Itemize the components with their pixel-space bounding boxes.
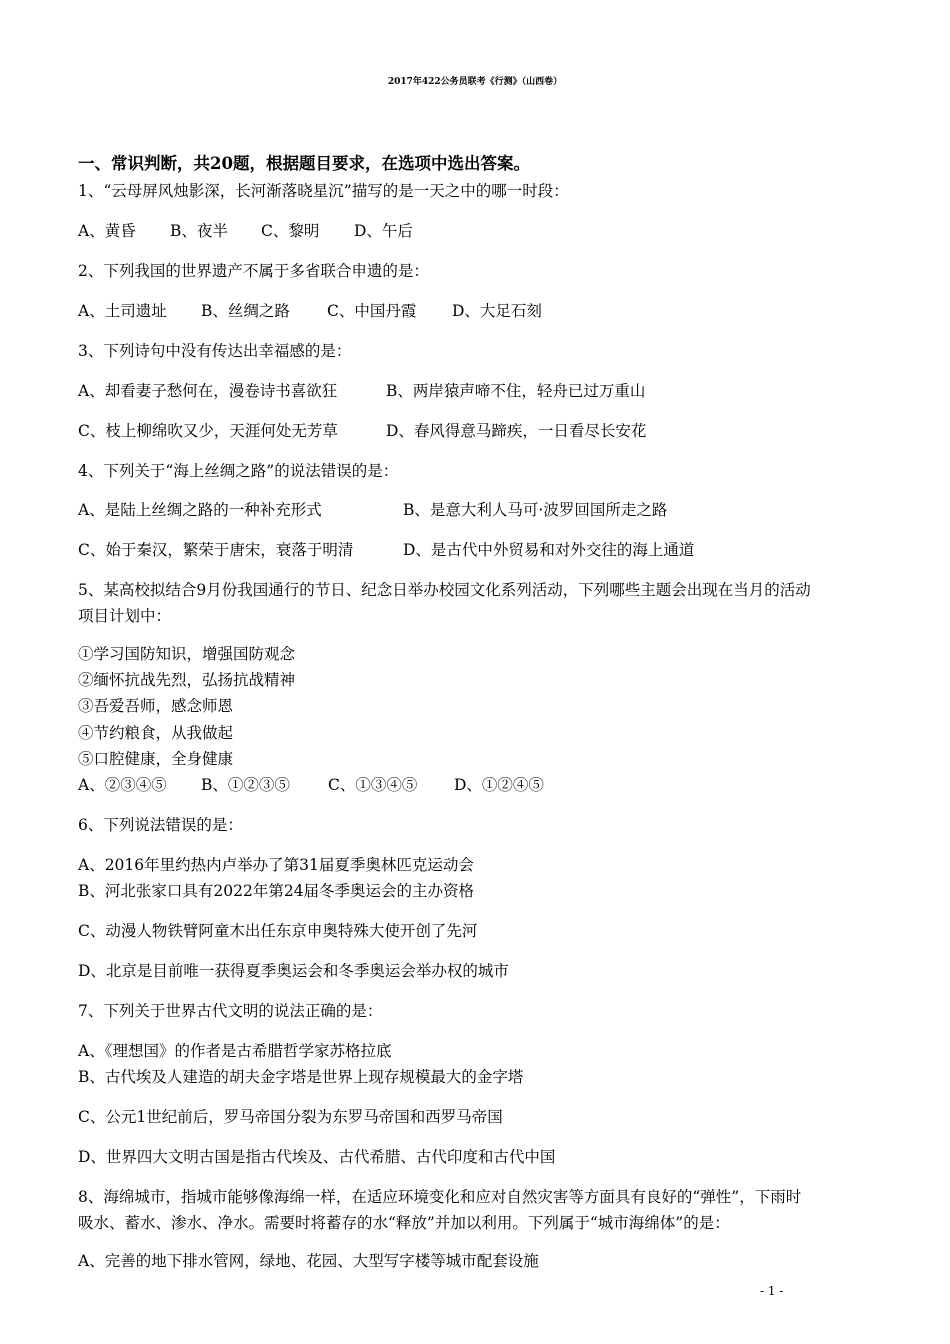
question-2-options — [78, 301, 542, 321]
question-8-stem-line1: 8、海绵城市，指城市能够像海绵一样，在适应环境变化和应对自然灾害等方面具有良好的“弹性”，下雨时 — [78, 1188, 802, 1206]
q4-option-d: D、是古代中外贸易和对外交往的海上通道 — [403, 541, 695, 559]
q5-option-b: B、①②③⑤ — [201, 776, 290, 794]
q8-option-a: A、完善的地下排水管网，绿地、花园、大型写字楼等城市配套设施 — [78, 1252, 539, 1270]
q1-option-d: D、午后 — [354, 222, 413, 240]
question-3-options-row1 — [78, 381, 645, 401]
q3-option-a: A、却看妻子愁何在，漫卷诗书喜欲狂 — [78, 382, 338, 400]
question-3-stem: 3、下列诗句中没有传达出幸福感的是： — [78, 342, 352, 360]
question-4-options-row2 — [78, 540, 694, 560]
question-5-stem-line2: 项目计划中： — [78, 607, 172, 625]
q4-option-b: B、是意大利人马可·波罗回国所走之路 — [403, 501, 668, 519]
q2-option-c: C、中国丹霞 — [327, 302, 417, 320]
question-1-options — [78, 221, 413, 241]
q7-option-d: D、世界四大文明古国是指古代埃及、古代希腊、古代印度和古代中国 — [78, 1148, 556, 1166]
q1-option-b: B、夜半 — [170, 222, 228, 240]
q2-option-b: B、丝绸之路 — [201, 302, 290, 320]
section-header: 一、常识判断，共20题，根据题目要求，在选项中选出答案。 — [78, 154, 530, 173]
q5-item-1: ①学习国防知识，增强国防观念 — [78, 645, 296, 663]
question-2-stem: 2、下列我国的世界遗产不属于多省联合申遗的是： — [78, 262, 429, 280]
q4-option-a: A、是陆上丝绸之路的一种补充形式 — [78, 501, 322, 519]
q4-option-c: C、始于秦汉，繁荣于唐宋，衰落于明清 — [78, 541, 354, 559]
q5-option-a: A、②③④⑤ — [78, 776, 167, 794]
q5-option-c: C、①③④⑤ — [328, 776, 418, 794]
q2-option-a: A、土司遗址 — [78, 302, 167, 320]
q3-option-b: B、两岸猿声啼不住，轻舟已过万重山 — [386, 382, 646, 400]
question-5-stem-line1: 5、某高校拟结合9月份我国通行的节日、纪念日举办校园文化系列活动，下列哪些主题会出现在当月的活动 — [78, 581, 811, 599]
q7-option-a: A、《理想国》的作者是古希腊哲学家苏格拉底 — [78, 1042, 392, 1060]
page-title: 2017年422公务员联考《行测》（山西卷） — [387, 77, 563, 87]
q5-item-4: ④节约粮食，从我做起 — [78, 724, 234, 742]
question-3-options-row2 — [78, 421, 646, 441]
question-1-stem: 1、“云母屏风烛影深，长河渐落晓星沉”描写的是一天之中的哪一时段： — [78, 182, 569, 200]
q1-option-a: A、黄昏 — [78, 222, 136, 240]
q5-item-3: ③吾爱吾师，感念师恩 — [78, 697, 234, 715]
q1-option-c: C、黎明 — [261, 222, 320, 240]
question-5-options — [78, 775, 544, 795]
q3-option-c: C、枝上柳绵吹又少，天涯何处无芳草 — [78, 422, 338, 440]
question-6-stem: 6、下列说法错误的是： — [78, 816, 243, 834]
question-7-stem: 7、下列关于世界古代文明的说法正确的是： — [78, 1002, 383, 1020]
question-8-stem-line2: 吸水、蓄水、渗水、净水。需要时将蓄存的水“释放”并加以利用。下列属于“城市海绵体”的是： — [78, 1214, 730, 1232]
q6-option-d: D、北京是目前唯一获得夏季奥运会和冬季奥运会举办权的城市 — [78, 962, 509, 980]
q2-option-d: D、大足石刻 — [452, 302, 542, 320]
question-4-stem: 4、下列关于“海上丝绸之路”的说法错误的是： — [78, 462, 399, 480]
q6-option-b: B、河北张家口具有2022年第24届冬季奥运会的主办资格 — [78, 882, 475, 900]
question-4-options-row1 — [78, 500, 667, 520]
q3-option-d: D、春风得意马蹄疾，一日看尽长安花 — [386, 422, 647, 440]
page-number: - 1 - — [760, 1284, 784, 1298]
q5-item-2: ②缅怀抗战先烈，弘扬抗战精神 — [78, 671, 296, 689]
q6-option-a: A、2016年里约热内卢举办了第31届夏季奥林匹克运动会 — [78, 856, 474, 874]
q7-option-b: B、古代埃及人建造的胡夫金字塔是世界上现存规模最大的金字塔 — [78, 1068, 524, 1086]
q6-option-c: C、动漫人物铁臂阿童木出任东京申奥特殊大使开创了先河 — [78, 922, 478, 940]
q7-option-c: C、公元1世纪前后，罗马帝国分裂为东罗马帝国和西罗马帝国 — [78, 1108, 503, 1126]
q5-option-d: D、①②④⑤ — [454, 776, 544, 794]
q5-item-5: ⑤口腔健康，全身健康 — [78, 750, 234, 768]
